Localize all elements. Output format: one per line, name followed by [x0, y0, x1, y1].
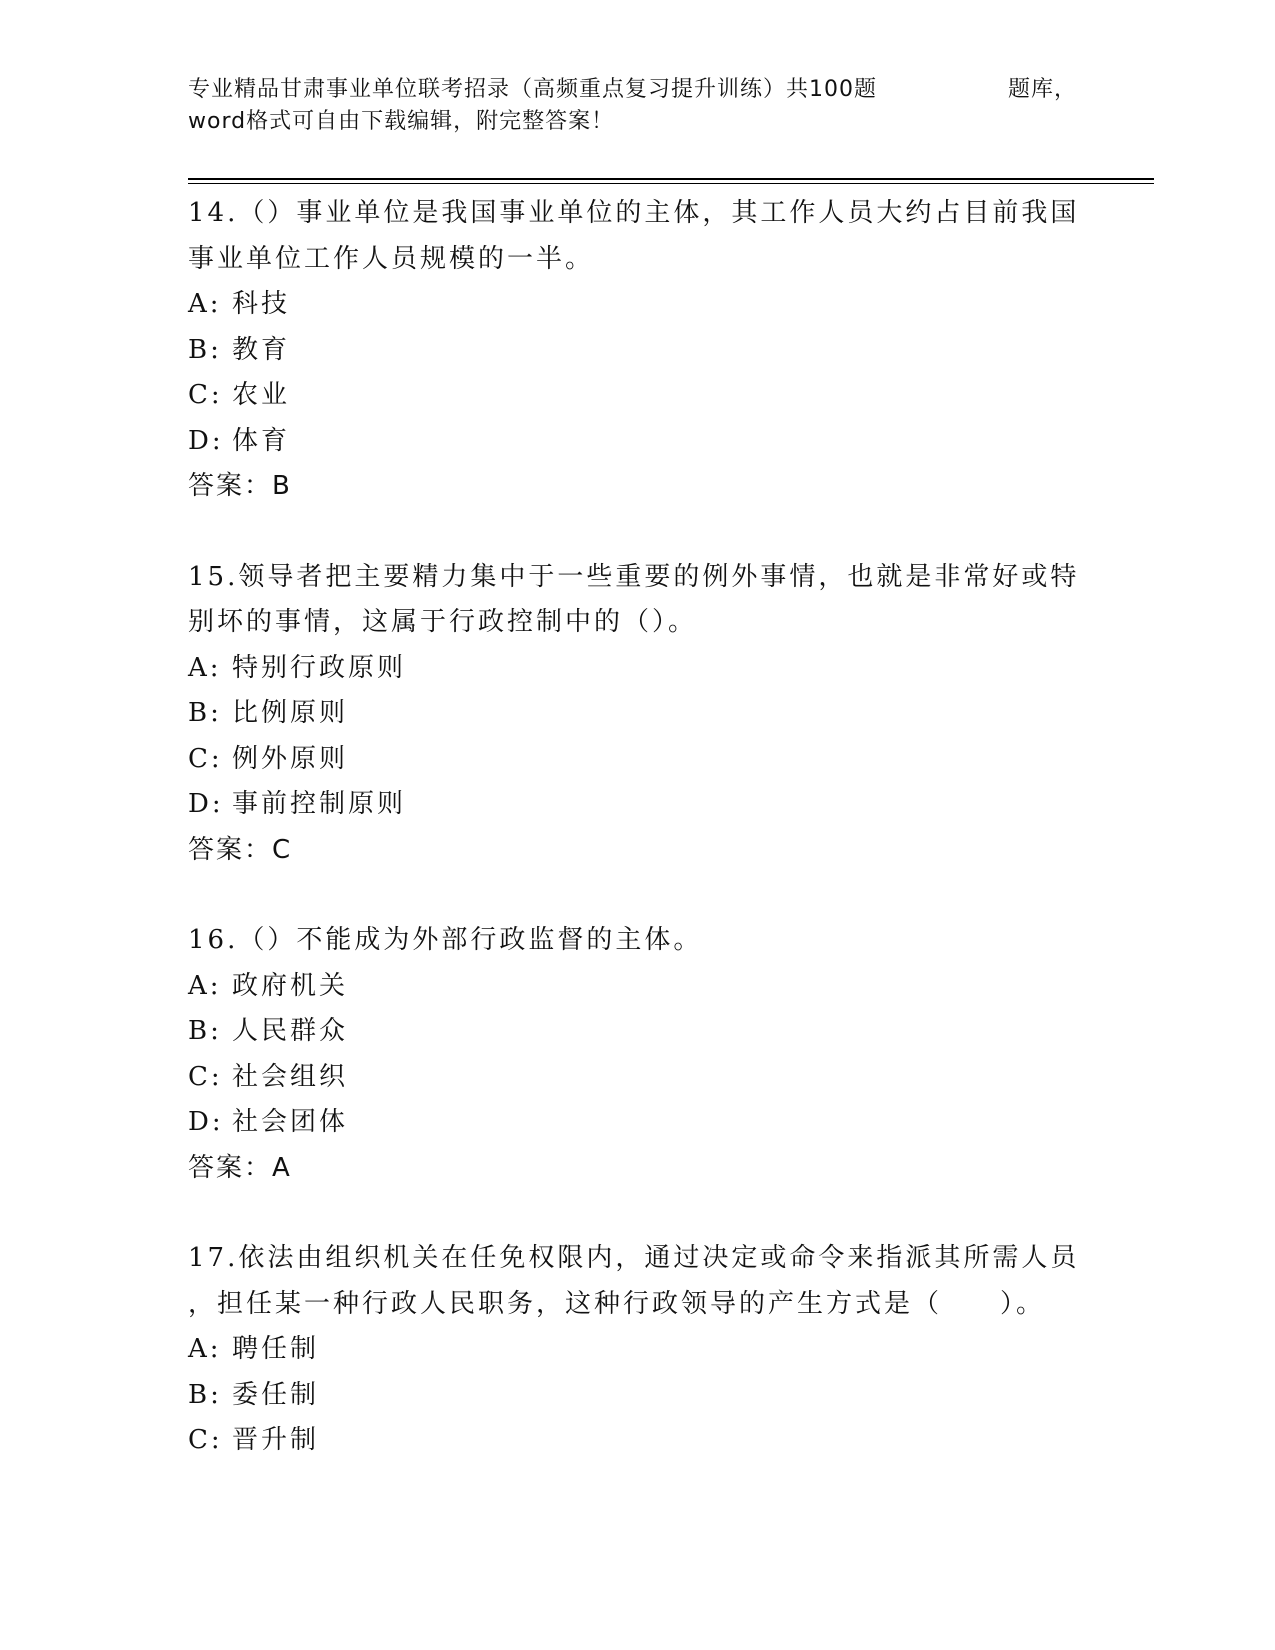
option-key: D: [188, 425, 224, 456]
answer: 答案：B [188, 471, 292, 501]
option-text: 教育 [232, 334, 291, 365]
answer: 答案：C [188, 834, 293, 865]
question-16 [188, 918, 1088, 1191]
header-line-2: word格式可自由下载编辑，附完整答案！ [188, 109, 615, 134]
option-c [188, 1418, 1088, 1464]
option-key: A: [188, 970, 222, 1001]
option-key: C: [188, 1061, 223, 1092]
option-d [188, 419, 1088, 465]
document-header [188, 74, 1088, 138]
answer: 答案：A [188, 1152, 292, 1183]
option-key: D: [188, 1107, 224, 1137]
question-stem-line: 14.（）事业单位是我国事业单位的主体，其工作人员大约占目前我国 [188, 198, 1080, 228]
option-c [188, 737, 1088, 783]
option-a [188, 1327, 1088, 1373]
option-text: 委任制 [232, 1379, 320, 1410]
option-b [188, 328, 1088, 374]
option-key: B: [188, 1016, 222, 1046]
option-c [188, 1055, 1088, 1101]
option-b [188, 1009, 1088, 1055]
option-key: B: [188, 1379, 222, 1410]
option-text: 政府机关 [232, 970, 349, 1001]
header-rule-thin [188, 183, 1154, 184]
question-15 [188, 555, 1088, 874]
option-key: C: [188, 380, 223, 410]
option-text: 比例原则 [232, 698, 349, 728]
question-stem-line: 16.（）不能成为外部行政监督的主体。 [188, 925, 703, 955]
option-d [188, 1100, 1088, 1146]
option-text: 人民群众 [232, 1016, 349, 1046]
option-key: D: [188, 789, 224, 819]
option-key: A: [188, 289, 222, 319]
option-text: 特别行政原则 [232, 652, 407, 683]
option-text: 农业 [232, 380, 291, 410]
option-a [188, 646, 1088, 692]
question-stem-line: 17.依法由组织机关在任免权限内，通过决定或命令来指派其所需人员 [188, 1243, 1080, 1273]
question-14 [188, 191, 1088, 510]
question-17 [188, 1236, 1088, 1464]
option-text: 社会团体 [232, 1107, 349, 1137]
question-stem-line: 15.领导者把主要精力集中于一些重要的例外事情，也就是非常好或特 [188, 561, 1080, 592]
option-text: 事前控制原则 [232, 789, 407, 819]
option-key: B: [188, 698, 222, 728]
option-text: 聘任制 [232, 1334, 320, 1364]
option-text: 科技 [232, 289, 291, 319]
option-key: C: [188, 1425, 223, 1455]
question-list [188, 191, 1088, 1464]
question-stem-line: ，担任某一种行政人民职务，这种行政领导的产生方式是（ ）。 [188, 1288, 1046, 1319]
question-stem-line: 事业单位工作人员规模的一半。 [188, 243, 595, 274]
header-rule-thick [188, 178, 1154, 180]
option-a [188, 964, 1088, 1010]
option-key: A: [188, 1334, 222, 1364]
option-b [188, 691, 1088, 737]
option-a [188, 282, 1088, 328]
option-key: C: [188, 743, 223, 774]
option-key: A: [188, 652, 222, 683]
header-title-tail: 题库， [1008, 77, 1078, 102]
option-b [188, 1373, 1088, 1419]
option-text: 社会组织 [232, 1061, 349, 1092]
question-stem-line: 别坏的事情，这属于行政控制中的（）。 [188, 607, 698, 637]
option-c [188, 373, 1088, 419]
header-line-1 [188, 74, 1088, 106]
option-key: B: [188, 334, 222, 365]
option-text: 体育 [232, 425, 291, 456]
option-text: 晋升制 [232, 1425, 320, 1455]
option-text: 例外原则 [232, 743, 349, 774]
option-d [188, 782, 1088, 828]
header-title: 专业精品甘肃事业单位联考招录（高频重点复习提升训练）共100题 [188, 77, 877, 102]
